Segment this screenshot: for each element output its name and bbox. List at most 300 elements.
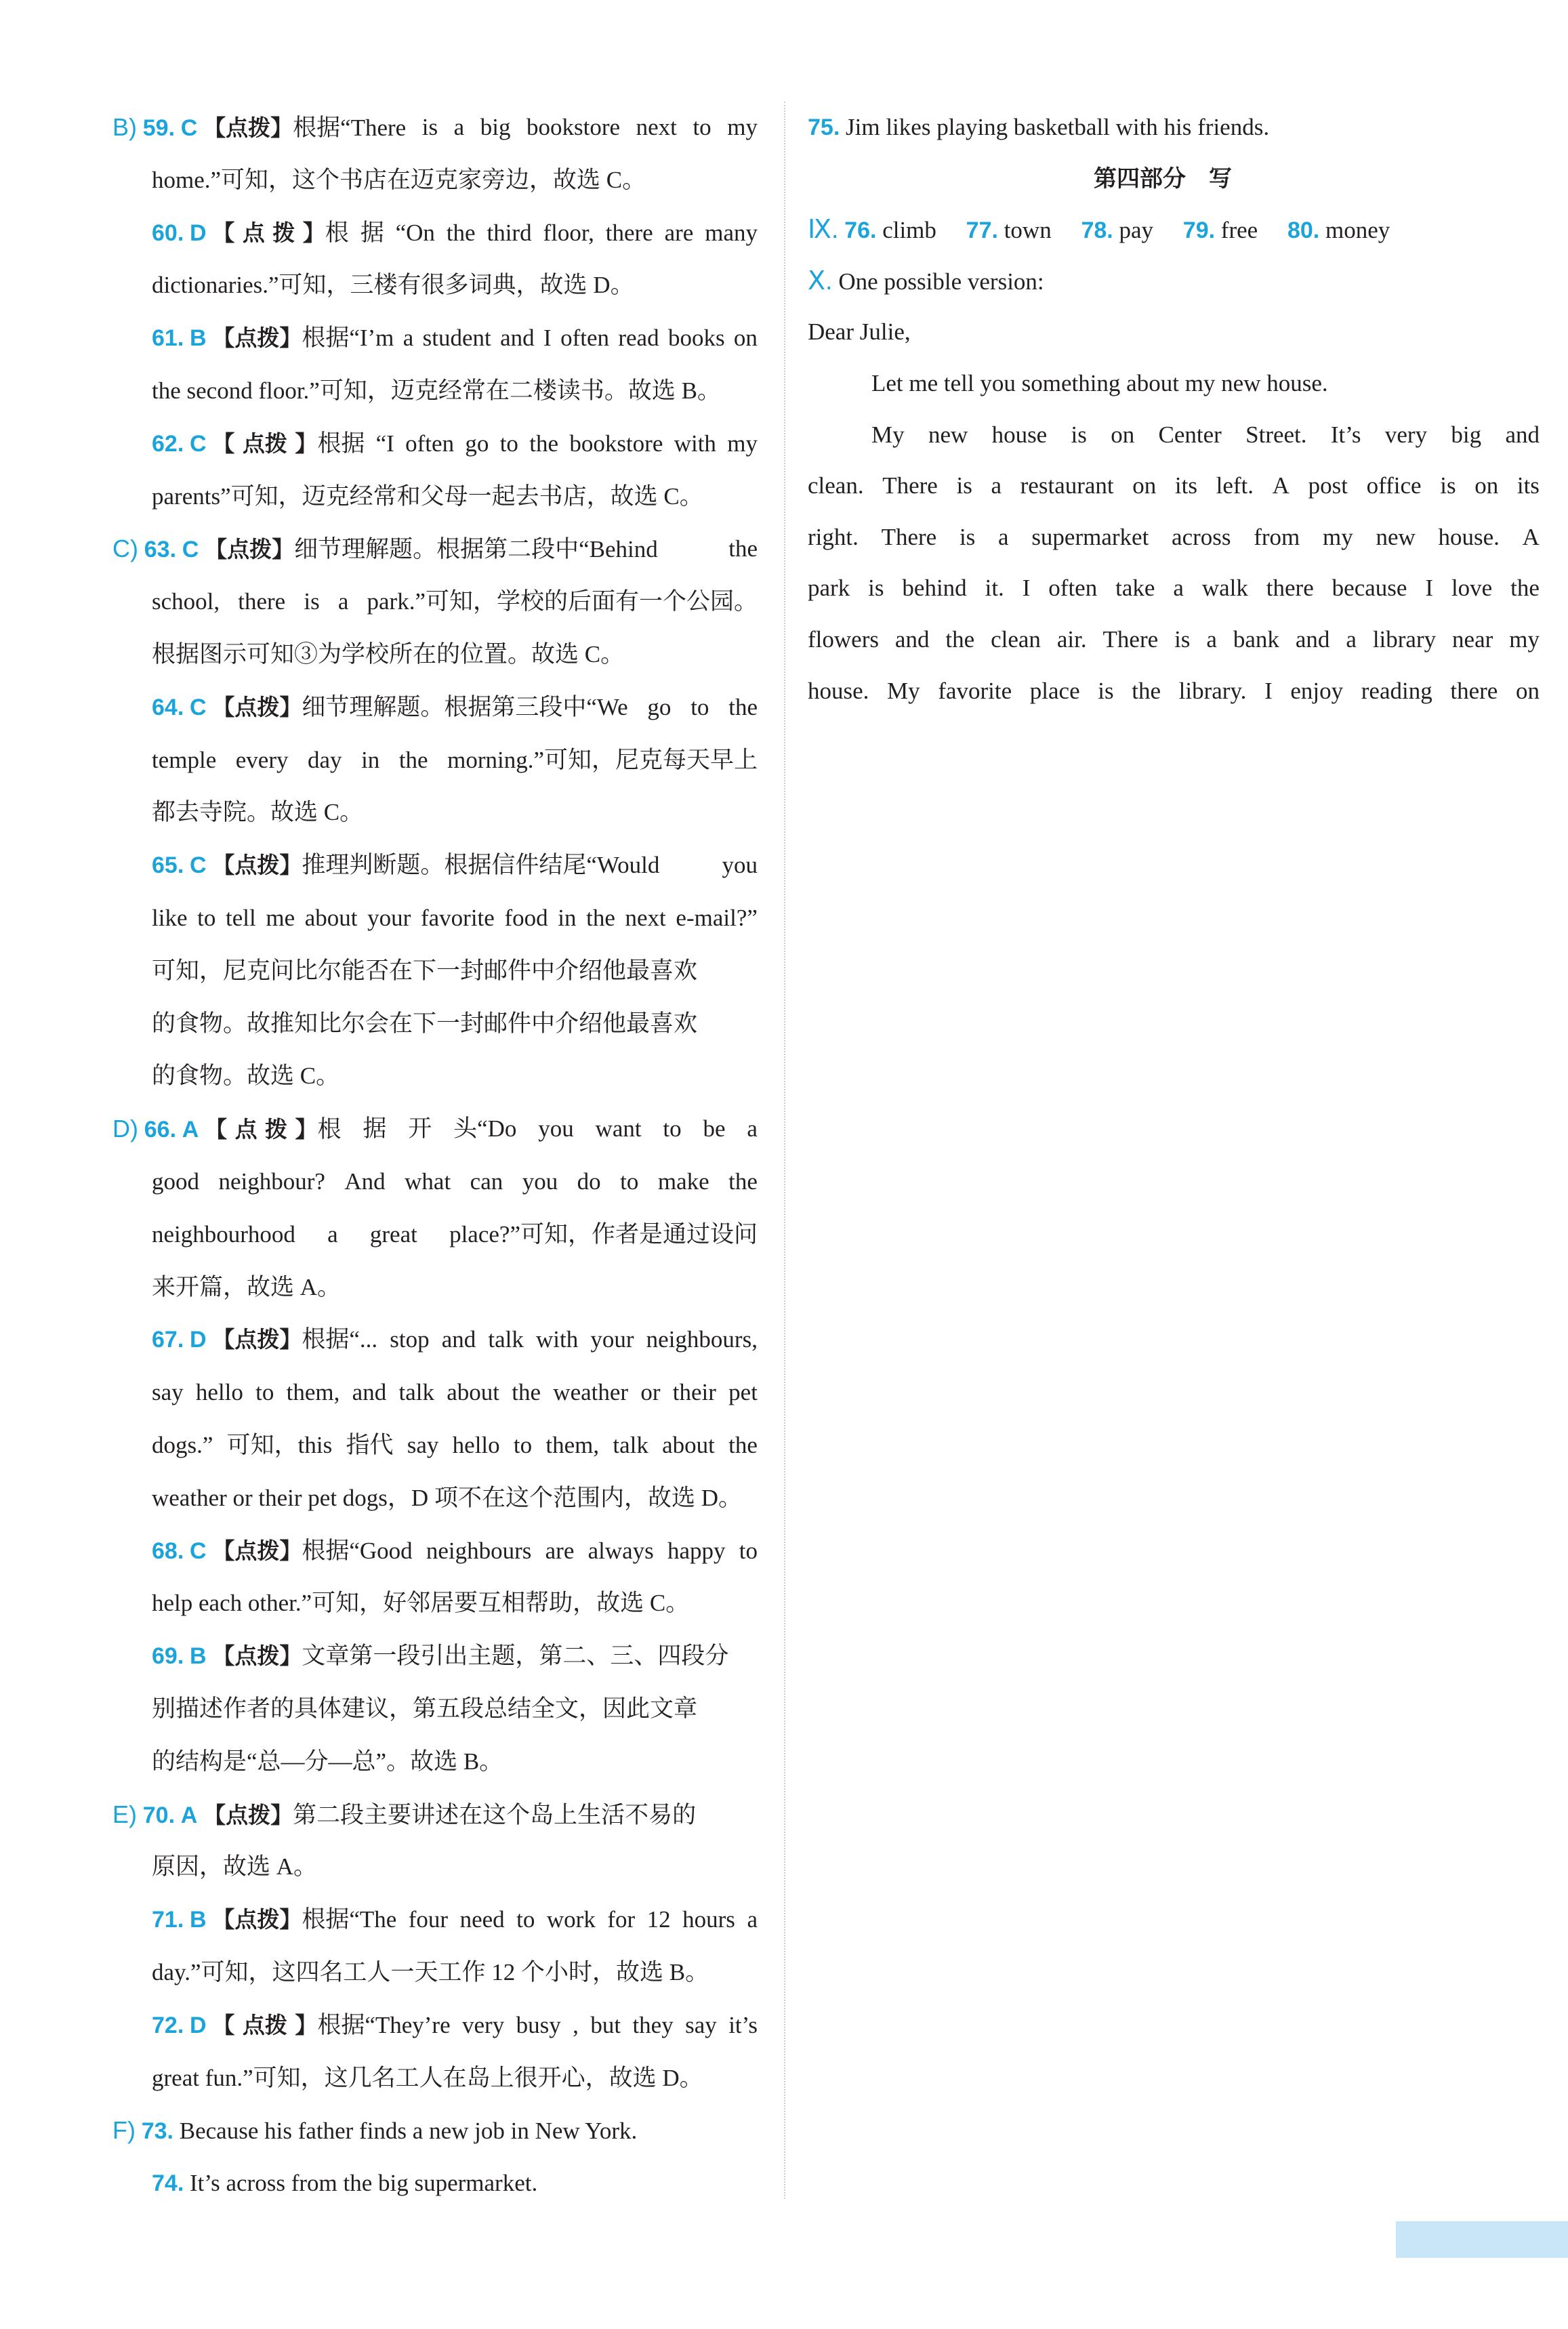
answer-line: day.”可知，这四名工人一天工作 12 个小时，故选 B。	[152, 1959, 709, 1985]
right-line: Let me tell you something about my new house.	[871, 370, 1328, 396]
word: temple	[152, 746, 217, 773]
question-number: 65.	[152, 852, 184, 879]
word: and	[441, 1326, 476, 1353]
answer-prefix	[112, 115, 293, 141]
word: the	[446, 219, 476, 246]
word: 指代	[346, 1432, 394, 1458]
word: a	[337, 588, 349, 615]
section-roman: Ⅹ.	[808, 266, 833, 295]
answer-prefix	[152, 430, 317, 457]
word: the	[728, 1168, 758, 1195]
question-number: 62.	[152, 430, 184, 457]
word: are	[664, 219, 694, 246]
right-line	[808, 575, 1540, 602]
word: house	[991, 421, 1048, 448]
question-number: 73.	[141, 2118, 173, 2145]
word: pet	[728, 1379, 758, 1406]
word: often	[1048, 575, 1098, 602]
word: My	[887, 677, 920, 704]
word: are	[545, 1537, 575, 1564]
answer-letter: A	[182, 1117, 199, 1143]
word: work	[546, 1906, 596, 1933]
right-line	[808, 472, 1540, 499]
hint-tag: 【点拨】	[212, 693, 302, 720]
word: four	[408, 1906, 449, 1933]
hint-tag: 【点拨】	[212, 1906, 302, 1933]
word: busy	[516, 2011, 561, 2038]
section-letter: D)	[112, 1115, 138, 1143]
word: the	[529, 430, 559, 457]
blank-number: 80.	[1287, 218, 1320, 244]
blank-number: 78.	[1081, 218, 1113, 244]
word: big	[1451, 421, 1482, 448]
hint-tag: 【点拨】	[212, 852, 302, 879]
right-line	[808, 524, 1540, 551]
word: a	[403, 325, 414, 352]
answer-line	[152, 1695, 758, 1723]
answer-line	[152, 588, 758, 615]
right-line: Dear Julie,	[808, 318, 911, 346]
answer-line	[152, 1538, 758, 1565]
word: my	[1323, 523, 1353, 550]
section-letter: B)	[112, 113, 137, 141]
word: 别描述作者的具体建议，第五段总结全文，因此文章	[152, 1695, 698, 1722]
word: the	[728, 535, 758, 562]
right-line: Ⅹ. One possible version:	[808, 266, 1044, 295]
word: the	[398, 746, 428, 773]
lead: B) 59. C 【点拨】根据“There	[112, 113, 407, 141]
question-number: 72.	[152, 2012, 184, 2038]
word: flowers	[808, 626, 879, 653]
word: about	[447, 1379, 499, 1406]
blank-number: 77.	[966, 218, 998, 244]
word: I	[543, 325, 552, 352]
answer-line: the second floor.”可知，迈克经常在二楼读书。故选 B。	[152, 377, 721, 404]
word: And	[344, 1168, 386, 1195]
answer-prefix	[152, 852, 302, 878]
answer-prefix	[152, 2012, 317, 2038]
word: very	[462, 2011, 505, 2038]
word: hours	[682, 1906, 735, 1933]
word: about	[662, 1432, 715, 1458]
word: talk	[398, 1379, 434, 1406]
answer-line: 原因，故选 A。	[152, 1853, 318, 1880]
lead: 60. D 【 点 拨 】根	[152, 219, 349, 246]
word: very	[1384, 421, 1428, 448]
word: A	[1272, 472, 1290, 499]
right-line	[871, 421, 1540, 449]
answer-line: 的结构是“总—分—总”。故选 B。	[152, 1748, 503, 1775]
word: A	[1522, 523, 1540, 550]
word: there	[605, 219, 653, 246]
word: talk	[613, 1432, 648, 1458]
word: school,	[152, 588, 220, 615]
word: with	[536, 1326, 579, 1353]
answer-line: 的食物。故选 C。	[152, 1063, 340, 1090]
question-number: 60.	[152, 220, 184, 246]
answer-line	[112, 1801, 758, 1829]
word: is	[1440, 472, 1456, 499]
word: is	[1174, 626, 1191, 653]
answer-letter: B	[190, 325, 207, 352]
word: often	[560, 325, 609, 352]
word: right.	[808, 523, 859, 550]
word: a	[747, 1115, 758, 1142]
word: is	[956, 472, 972, 499]
word: them,	[286, 1379, 340, 1406]
word: is	[1071, 421, 1087, 448]
word: its	[1517, 472, 1540, 499]
word: say	[407, 1432, 439, 1458]
question-number: 67.	[152, 1327, 184, 1353]
right-line	[808, 626, 1540, 653]
answer-prefix	[112, 1802, 293, 1828]
word: is	[304, 588, 320, 615]
lead: C) 63. C 【点拨】细节理解题。根据第二段中“Behind	[112, 535, 658, 563]
answer-line	[112, 1115, 758, 1143]
word: but	[590, 2011, 621, 2038]
word: a	[747, 1906, 758, 1933]
answer-line	[152, 694, 758, 721]
right-line: 75. Jim likes playing basketball with his friends.	[808, 114, 1270, 140]
word: you	[522, 1168, 558, 1195]
word: to	[663, 1115, 682, 1142]
word: do	[577, 1168, 601, 1195]
question-number: 70.	[142, 1802, 176, 1828]
word: is	[421, 114, 438, 140]
answer-prefix	[152, 325, 302, 351]
word: library	[1372, 626, 1437, 653]
word: There	[881, 523, 937, 550]
section-letter: E)	[112, 1800, 137, 1828]
lead: 71. B 【点拨】根据“The	[152, 1906, 397, 1933]
word: There	[1102, 626, 1159, 653]
word: your	[590, 1326, 634, 1353]
word: big	[480, 114, 511, 140]
answer-letter: C	[180, 115, 198, 141]
hint-tag: 【点拨】	[212, 1537, 302, 1564]
word: and	[1295, 626, 1330, 653]
word: in	[558, 905, 577, 931]
word: is	[1098, 677, 1114, 704]
hint-tag: 【点拨】	[212, 325, 302, 352]
part-title: 第四部分 写	[1094, 165, 1232, 192]
answer-line: great fun.”可知，这几名工人在岛上很开心，故选 D。	[152, 2064, 703, 2091]
word: is	[868, 575, 884, 602]
word: my	[727, 114, 758, 140]
word: dogs.”	[152, 1432, 213, 1458]
word: house.	[808, 677, 869, 704]
word: for	[607, 1906, 636, 1933]
word: 12	[646, 1906, 671, 1933]
answer-line: weather or their pet dogs，D 项不在这个范围内，故选 D。	[152, 1484, 742, 1511]
answer-letter: C	[190, 694, 207, 720]
word: great	[369, 1220, 417, 1248]
answer-prefix	[112, 1116, 318, 1142]
question-number: 71.	[152, 1907, 184, 1933]
word: to	[197, 905, 216, 931]
answer-letter: B	[190, 1907, 207, 1933]
word: 可知，this	[226, 1432, 333, 1458]
word: there	[1266, 575, 1314, 602]
answer-prefix	[152, 220, 325, 246]
right-line	[808, 678, 1540, 705]
answer-line	[152, 1643, 758, 1670]
word: they	[632, 2011, 674, 2038]
answer-letter: A	[180, 1802, 198, 1828]
word: go	[647, 693, 672, 720]
answer-line	[152, 905, 758, 932]
word: place	[1029, 677, 1080, 704]
answer-prefix	[152, 1906, 302, 1933]
word: them,	[545, 1432, 600, 1458]
question-number: 63.	[144, 537, 177, 563]
lead: D) 66. A 【 点 拨 】根	[112, 1115, 342, 1143]
hint-tag: 【点拨】	[212, 1326, 302, 1353]
hint-tag: 【点拨】	[203, 115, 293, 141]
word: with	[674, 430, 716, 457]
word: to	[739, 1537, 758, 1564]
lead: 61. B 【点拨】根据“I’m	[152, 325, 394, 352]
answer-letter: C	[190, 1538, 207, 1564]
lead: 67. D 【点拨】根据“...	[152, 1326, 378, 1353]
word: the	[512, 1379, 541, 1406]
lead: 62. C 【 点拨 】根据	[152, 430, 365, 457]
word: and	[500, 325, 535, 352]
answer-prefix	[152, 1326, 302, 1353]
column-divider	[784, 102, 785, 2199]
answer-line	[152, 1379, 758, 1406]
word: can	[470, 1168, 503, 1195]
word: to	[690, 693, 709, 720]
answer-line: parents”可知，迈克经常和父母一起去书店，故选 C。	[152, 482, 703, 510]
answer-letter: D	[190, 2012, 207, 2038]
word: the	[1132, 677, 1161, 704]
word: new	[928, 421, 968, 448]
word: on	[1515, 677, 1540, 704]
word: place?”可知，作者是通过设问	[449, 1220, 758, 1248]
word: to	[513, 1432, 533, 1458]
word: clean.	[808, 472, 864, 499]
word: e-mail?”	[676, 905, 758, 931]
word: say	[685, 2011, 717, 2038]
answer-line: help each other.”可知，好邻居要互相帮助，故选 C。	[152, 1590, 690, 1617]
answer-line	[152, 325, 758, 352]
word: there	[238, 588, 286, 615]
answer-line: 都去寺院。故选 C。	[152, 799, 364, 826]
answer-letter: D	[190, 1327, 207, 1353]
word: supermarket	[1031, 523, 1149, 550]
word: the	[945, 626, 975, 653]
lead: E) 70. A 【点拨】第二段主要讲述在这个岛上生活不易的	[112, 1800, 697, 1828]
word: 据	[363, 1115, 387, 1142]
word: enjoy	[1290, 677, 1344, 704]
word: 据	[360, 219, 384, 246]
blank-number: 76.	[844, 218, 877, 244]
word: hello	[452, 1432, 500, 1458]
word: food	[504, 905, 548, 931]
word: its	[1174, 472, 1197, 499]
answer-line	[152, 430, 758, 457]
word: talk	[488, 1326, 524, 1353]
word: to	[620, 1168, 639, 1195]
word: read	[618, 325, 659, 352]
word: ,	[573, 2011, 579, 2038]
word: weather	[553, 1379, 629, 1406]
word: on	[1474, 472, 1499, 499]
answer-prefix	[152, 694, 302, 720]
word: “I	[375, 430, 394, 457]
section-letter: C)	[112, 535, 138, 563]
word: always	[587, 1537, 654, 1564]
word: “On	[395, 219, 435, 246]
word: and	[894, 626, 930, 653]
word: neighbours	[426, 1537, 532, 1564]
answer-letter: D	[190, 220, 207, 246]
word: next	[625, 905, 666, 931]
word: a	[998, 523, 1009, 550]
word: want	[595, 1115, 642, 1142]
hint-tag: 【点拨】	[212, 1643, 302, 1670]
word: neighbours,	[646, 1326, 758, 1353]
word: park	[808, 575, 850, 602]
answer-line: 来开篇，故选 A。	[152, 1273, 342, 1300]
word: favorite	[420, 905, 495, 931]
word: near	[1452, 626, 1493, 653]
word: floor,	[543, 219, 594, 246]
answer-prefix	[152, 1538, 302, 1564]
word: it’s	[728, 2011, 758, 2038]
answer-letter: B	[190, 1643, 207, 1670]
word: neighbourhood	[152, 1220, 295, 1248]
word: every	[235, 746, 289, 773]
answer-letter: C	[190, 430, 207, 457]
hint-tag: 【 点 拨 】	[205, 1116, 318, 1143]
answer-line: F) 73. Because his father finds a new job in New York.	[112, 2116, 638, 2145]
answer-line: 74. It’s across from the big supermarket.	[152, 2170, 538, 2197]
question-number: 61.	[152, 325, 184, 352]
word: third	[487, 219, 532, 246]
word: hello	[195, 1379, 243, 1406]
word: your	[367, 905, 411, 931]
word: 头“Do	[453, 1115, 517, 1142]
word: walk	[1201, 575, 1248, 602]
question-number: 74.	[152, 2170, 184, 2197]
word: bank	[1233, 626, 1279, 653]
word: to	[516, 1906, 535, 1933]
word: bookstore	[569, 430, 663, 457]
word: the	[1510, 575, 1540, 602]
answer-line: home.”可知，这个书店在迈克家旁边，故选 C。	[152, 166, 646, 193]
section-roman: Ⅸ.	[808, 215, 839, 245]
word: across	[1172, 523, 1231, 550]
question-number: 69.	[152, 1643, 184, 1670]
word: restaurant	[1020, 472, 1114, 499]
word: good	[152, 1168, 199, 1195]
answer-line	[152, 957, 758, 985]
word: a	[327, 1220, 338, 1248]
word: neighbour?	[218, 1168, 325, 1195]
word: to	[693, 114, 711, 140]
right-line	[786, 165, 1540, 192]
word: their	[672, 1379, 716, 1406]
answer-prefix	[112, 536, 294, 562]
word: the	[586, 905, 615, 931]
word: office	[1366, 472, 1422, 499]
answer-line: 根据图示可知③为学校所在的位置。故选 C。	[152, 641, 625, 667]
hint-tag: 【 点拨 】	[212, 2011, 318, 2038]
question-number: 64.	[152, 694, 184, 720]
word: student	[422, 325, 491, 352]
word: be	[703, 1115, 726, 1142]
right-line: Ⅸ. 76. climb 77. town 78. pay 79. free 80. money	[808, 215, 1390, 245]
answer-line: dictionaries.”可知，三楼有很多词典，故选 D。	[152, 272, 634, 299]
word: what	[405, 1168, 451, 1195]
answer-letter: C	[182, 537, 199, 563]
word: on	[1132, 472, 1157, 499]
word: about	[304, 905, 358, 931]
answer-line	[112, 535, 758, 563]
word: you	[538, 1115, 574, 1142]
word: in	[361, 746, 380, 773]
word: a	[1206, 626, 1217, 653]
word: say	[152, 1379, 184, 1406]
word: library.	[1178, 677, 1247, 704]
word: morning.”可知，尼克每天早上	[447, 746, 758, 773]
word: books	[667, 325, 725, 352]
word: I	[1425, 575, 1434, 602]
word: from	[1254, 523, 1300, 550]
word: next	[636, 114, 677, 140]
word: stop	[390, 1326, 430, 1353]
word: day	[308, 746, 342, 773]
hint-tag: 【 点 拨 】	[212, 219, 325, 246]
word: to	[255, 1379, 274, 1406]
answer-line	[152, 1326, 758, 1353]
word: a	[1346, 626, 1357, 653]
answer-line	[152, 220, 758, 247]
answer-prefix	[152, 2170, 190, 2196]
blank-number: 79.	[1182, 218, 1216, 244]
word: 的食物。故推知比尔会在下一封邮件中介绍他最喜欢	[152, 1010, 698, 1037]
word: many	[705, 219, 758, 246]
lead: 65. C 【点拨】推理判断题。根据信件结尾“Would	[152, 852, 660, 879]
word: go	[465, 430, 489, 457]
word: the	[728, 1432, 758, 1458]
lead: 64. C 【点拨】细节理解题。根据第三段中“We	[152, 693, 628, 720]
word: you	[722, 852, 758, 879]
word: a	[453, 114, 465, 140]
answer-line	[152, 1906, 758, 1933]
word: on	[1111, 421, 1135, 448]
question-number: 59.	[142, 115, 176, 141]
answer-line	[152, 1010, 758, 1037]
word: to	[499, 430, 518, 457]
question-number: 68.	[152, 1538, 184, 1564]
word: a	[991, 472, 1002, 499]
word: new	[1376, 523, 1416, 550]
word: need	[459, 1906, 505, 1933]
answer-letter: C	[190, 852, 207, 879]
word: there	[1450, 677, 1498, 704]
word: my	[727, 430, 758, 457]
word: house.	[1438, 523, 1500, 550]
word: or	[640, 1379, 661, 1406]
word: air.	[1056, 626, 1087, 653]
word: post	[1308, 472, 1348, 499]
word: a	[1173, 575, 1184, 602]
answer-line	[152, 1168, 758, 1195]
